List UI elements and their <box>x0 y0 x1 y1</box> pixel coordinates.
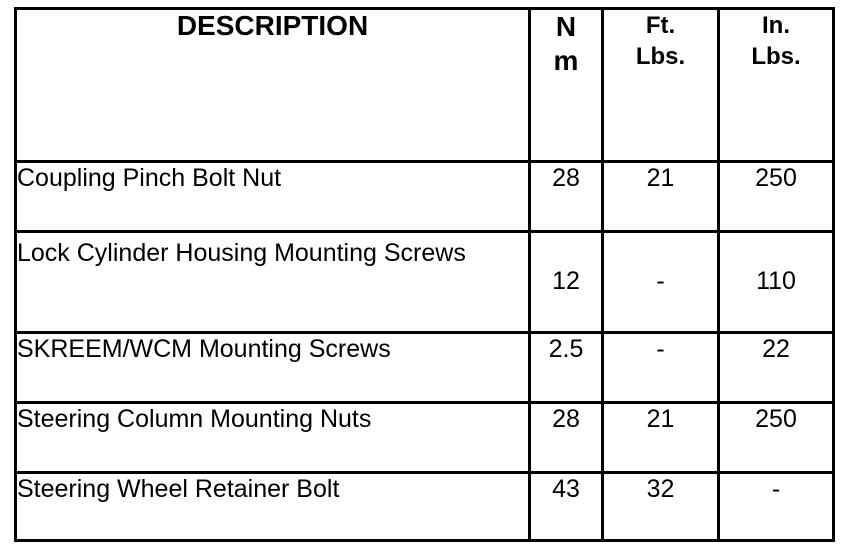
header-description-label: DESCRIPTION <box>176 10 369 41</box>
header-in-lbs-line2: Lbs. <box>751 43 801 70</box>
header-nm-line2: m <box>553 45 579 76</box>
cell-nm: 12 <box>530 232 603 333</box>
cell-nm: 43 <box>530 473 603 541</box>
header-in-lbs-line1: In. <box>762 12 790 39</box>
header-in-lbs <box>719 9 834 162</box>
cell-ft-lbs: - <box>603 232 719 333</box>
table-row <box>16 333 834 403</box>
torque-spec-table <box>14 7 835 542</box>
cell-in-lbs: 110 <box>719 232 834 333</box>
cell-description: SKREEM/WCM Mounting Screws <box>16 333 530 403</box>
header-nm <box>530 9 603 162</box>
cell-ft-lbs: 21 <box>603 403 719 473</box>
table-header-row <box>16 9 834 162</box>
cell-in-lbs: 22 <box>719 333 834 403</box>
cell-in-lbs: - <box>719 473 834 541</box>
cell-in-lbs: 250 <box>719 162 834 232</box>
cell-ft-lbs: 21 <box>603 162 719 232</box>
table-row <box>16 162 834 232</box>
header-ft-lbs-line1: Ft. <box>645 12 676 39</box>
header-ft-lbs <box>603 9 719 162</box>
table-row <box>16 403 834 473</box>
cell-nm: 28 <box>530 162 603 232</box>
cell-in-lbs: 250 <box>719 403 834 473</box>
header-ft-lbs-line2: Lbs. <box>635 43 686 70</box>
table-row <box>16 232 834 333</box>
cell-ft-lbs: 32 <box>603 473 719 541</box>
table-row <box>16 473 834 541</box>
cell-description: Coupling Pinch Bolt Nut <box>16 162 530 232</box>
cell-description: Steering Wheel Retainer Bolt <box>16 473 530 541</box>
header-nm-line1: N <box>555 11 577 42</box>
cell-nm: 2.5 <box>530 333 603 403</box>
cell-nm: 28 <box>530 403 603 473</box>
cell-description: Lock Cylinder Housing Mounting Screws <box>16 232 530 333</box>
cell-description: Steering Column Mounting Nuts <box>16 403 530 473</box>
header-description <box>16 9 530 162</box>
cell-ft-lbs: - <box>603 333 719 403</box>
